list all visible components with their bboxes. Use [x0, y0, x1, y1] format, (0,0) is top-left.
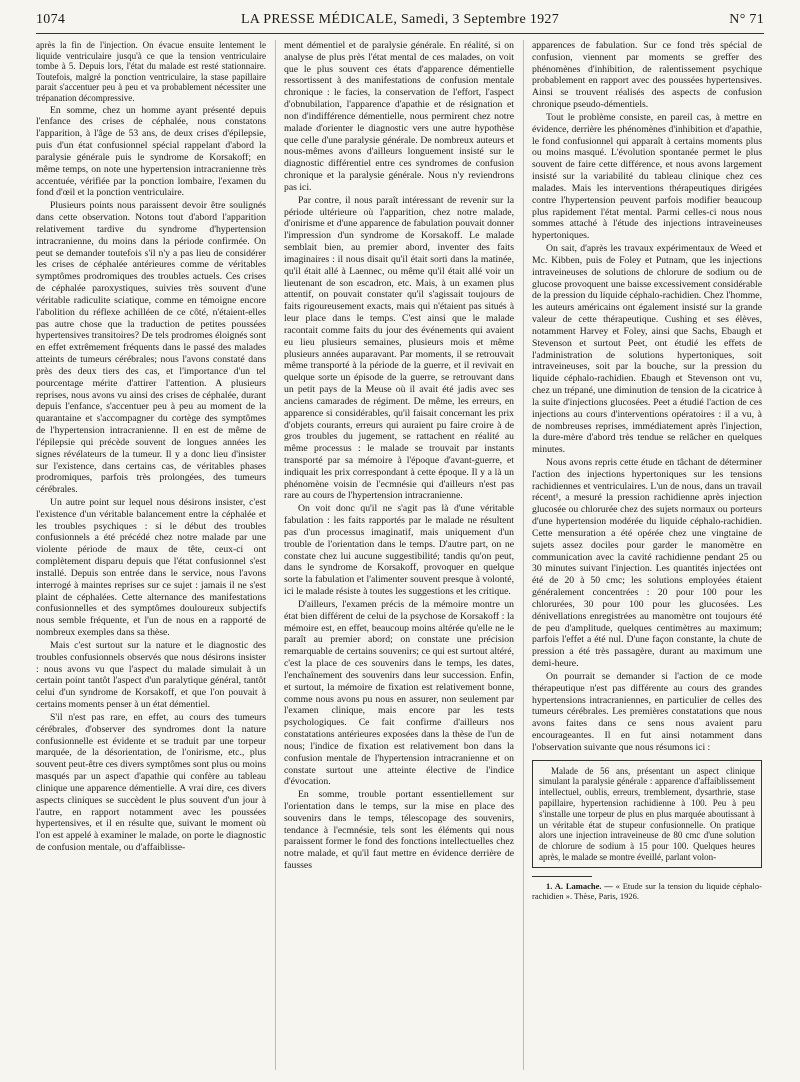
paragraph: apparences de fabulation. Sur ce fond très spécial de confusion, viennent par moments se greffer des phénomènes d'inhibition, de ralentissement psychique probablement en rapport avec des poussées hypertensives. Ainsi se trouvent réalisés des aspects de confusion chronique pseudo-démentiels. — [532, 40, 762, 111]
paragraph: Par contre, il nous paraît intéressant de revenir sur la période ultérieure où l'apparition, chez notre malade, d'onirisme et d'une apparence de fabulation pouvait donner l'impression d'un syndrome de Korsakoff. Le malade semblait bien, au premier abord, inventer des faits imaginaires : il nous disait qu'il était sorti dans la matinée, qu'il était allé à Laennec, ou même qu'il était allé voir un lieutenant de son escadron, etc. Mais, à un examen plus attentif, on pouvait constater qu'il s'agissait toujours de faits rigoureusement exacts, mais qui n'étaient pas situés à leur place dans le temps. C'est ainsi que le malade racontait comme faits du jour des événements qui avaient eu lieu plusieurs semaines, plusieurs mois et même plusieurs années auparavant. Par moments, il se retrouvait même transporté à la période de la guerre, et il revivait en quelque sorte un épisode de la guerre, se retrouvant dans un petit pays de la Meuse où il avait été jadis avec ses anciens camarades de régiment. De même, les erreurs, en apparence si considérables, qu'il faisait concernant les prix d'objets courants, erreurs qui auraient pu faire croire à de gros troubles du jugement, se rattachent en réalité au même processus : le malade se trouvait par instants transporté par sa mémoire à l'époque d'avant-guerre, et indiquait les prix correspondant à cette époque. Il y a là un phénomène voisin de l'ecmnésie qui d'ailleurs n'est pas rare au cours de l'hypertension intracranienne. — [284, 194, 514, 502]
page-number: 1074 — [36, 12, 66, 27]
paragraph: Tout le problème consiste, en pareil cas, à mettre en évidence, derrière les phénomènes d'inhibition et d'apathie, le fond confusionnel qui apparaît à certains moments plus ou moins masqué. L'évolution spontanée permet le plus souvent de faire cette différence, et nous avons largement insisté sur la variabilité du tableau clinique chez ces malades. Mais les interventions thérapeutiques dirigées contre l'hypertension peuvent parfois modifier beaucoup plus rapidement l'état mental. Parmi celles-ci nous nous sommes attaché à l'étude des injections intraveineuses hypertoniques. — [532, 111, 762, 242]
footnote-author: 1. A. Lamache. — — [546, 880, 613, 891]
case-summary-box — [532, 760, 762, 868]
issue-number: N° 71 — [729, 12, 764, 27]
paragraph: On voit donc qu'il ne s'agit pas là d'une véritable fabulation : les faits rapportés par le malade ne résultent pas d'un processus imaginatif, mais uniquement d'un trouble de l'orientation dans le temps. D'autre part, on ne constate chez lui aucune suggestibilité; tandis qu'on peut, dans le syndrome de Korsakoff, provoquer en quelque sorte la fabulation et l'alimenter souvent presque à volonté, ici le malade résiste à toutes les suggestions et les critique. — [284, 503, 514, 598]
column-3 — [532, 40, 762, 1070]
journal-title: LA PRESSE MÉDICALE, Samedi, 3 Septembre 1927 — [240, 12, 560, 27]
column-2 — [284, 40, 514, 1070]
footnote-rule — [532, 876, 592, 877]
footnote — [532, 881, 762, 901]
paragraph: En somme, chez un homme ayant présenté depuis l'enfance des crises de céphalée, nous constatons l'apparition, à l'âge de 53 ans, de deux crises d'épilepsie, puis d'un état confusionnel spécial rappelant d'abord la paralysie générale puis le syndrome de Korsakoff; en même temps, on note une hypertension intracranienne très accentuée, vérifiée par la ponction lombaire, l'examen du fond d'œil et la ponction ventriculaire. — [36, 104, 266, 199]
paragraph: Mais c'est surtout sur la nature et le diagnostic des troubles confusionnels observés que nous désirons insister : nous avons vu que l'aspect du malade simulait à un certain point tantôt l'aspect d'un paralytique général, tantôt celui d'un syndrome de Korsakoff, et que l'on pouvait à certains moments penser à un état démentiel. — [36, 639, 266, 711]
paragraph: D'ailleurs, l'examen précis de la mémoire montre un état bien différent de celui de la psychose de Korsakoff : la mémoire est, en effet, beaucoup moins altérée qu'elle ne le paraît au premier abord; on constate une précision remarquable de certains souvenirs; ce qui est surtout altéré, c'est la place de ces souvenirs dans le temps, les dates, l'enchaînement des souvenirs dans leur succession. Enfin, et surtout, la mémoire de fixation est relativement bonne, comme nous avons pu nous en assurer, non seulement par l'examen clinique, mais encore par les tests psychologiques. Ce fait confirme d'ailleurs nos constatations antérieures exposées dans la thèse de l'un de nous; l'indice de fixation est relativement bon dans la confusion mentale de l'hypertension intracranienne et on constate surtout une atteinte élective de l'indice d'évocation. — [284, 598, 514, 788]
paragraph: En somme, trouble portant essentiellement sur l'orientation dans le temps, sur la mise en place des souvenirs dans le temps, télescopage des souvenirs, tendance à l'ecmnésie, tels sont les éléments qui nous paraissent former le fond des fonctions intellectuelles chez notre malade, et qu'il faut mettre en évidence derrière de fausses — [284, 789, 514, 872]
paragraph: après la fin de l'injection. On évacue ensuite lentement le liquide ventriculaire jusqu'à ce que la tension ventriculaire tombe à 5. Depuis lors, l'état du malade est resté stationnaire. Toutefois, malgré la ponction ventriculaire, la stase papillaire parait s'accentuer peu à peu et va probablement nécessiter une trépanation décompressive. — [36, 40, 266, 104]
paragraph: Plusieurs points nous paraissent devoir être soulignés dans cette observation. Notons tout d'abord l'apparition relativement tardive du syndrome d'hypertension intracranienne, du moins dans la période confirmée. On peut se demander toutefois s'il n'y a pas lieu de considérer les crises de céphalée antérieures comme de véritables symptômes prodromiques des troubles actuels. Ces crises de céphalée paroxystiques, suivies très souvent d'une véritable radiculite sciatique, comme en témoigne encore l'abolition du réflexe achilléen de ce côté, n'étaient-elles pas autre chose que la traduction de petites poussées hypertensives transitoires? De tels prodromes éloignés sont en effet extrêmement fréquents dans le passé des malades atteints de tumeurs cérébrales; nous l'avons constaté dans près des deux tiers des cas, et l'importance d'un tel pourcentage mérite d'attirer l'attention. A plusieurs reprises, nous avons vu ainsi des crises de céphalée, durant depuis l'enfance, s'accentuer peu à peu au moment de la quarantaine et s'accompagner du cortège des symptômes de l'hypertension intracranienne. Il en est de même de l'épilepsie qui précède souvent de longues années les signes révélateurs de la tumeur. Il y a donc lieu d'insister sur l'existence, dans certains cas, de véritables phases prodromiques, parfois très prolongées, des tumeurs cérébrales. — [36, 200, 266, 496]
case-summary-text: Malade de 56 ans, présentant un aspect clinique simulant la paralysie générale : apparence d'affaiblissement intellectuel, oublis, erreurs, tremblement, dysarthrie, stase papillaire, hypertension rachidienne à 100. Peu à peu s'installe une torpeur de plus en plus marquée aboutissant à un véritable état de stupeur confusionnelle. On pratique alors une injection intraveineuse de 80 cmc d'une solution de chlorure de sodium à 15 pour 100. Quelques heures après, le malade se montre éveillé, parlant volon- — [539, 765, 755, 863]
paragraph: On pourrait se demander si l'action de ce mode thérapeutique n'est pas différente au cours des grandes hypertensions intracraniennes, en particulier de celles des tumeurs cérébrales. Les premières constatations que nous avons faites dans ce sens nous avaient paru encourageantes. Il en fut ainsi notamment dans l'observation suivante que nous résumons ici : — [532, 670, 762, 753]
column-1 — [36, 40, 266, 1070]
paragraph: ment démentiel et de paralysie générale. En réalité, si on analyse de plus près l'état mental de ces malades, on voit que le plus souvent ces états d'apparence démentielle ressortissent à des manifestations de confusion mentale chronique : le facies, la conservation de l'effort, l'aspect d'obnubilation, l'apparence d'apathie et de résignation et non d'indifférence démentielle, nous permirent chez notre malade d'orienter le diagnostic vers une autre hypothèse que celle d'une paralysie générale. De nombreux auteurs et nous-mêmes avons d'ailleurs longuement insisté sur le diagnostic différentiel entre ces syndromes de confusion chronique et la paralysie générale. Nous n'y reviendrons pas ici. — [284, 40, 514, 193]
header-rule — [36, 33, 764, 34]
paragraph: Nous avons repris cette étude en tâchant de déterminer l'action des injections hypertoniques sur les tensions rachidiennes et ventriculaires. L'un de nous, dans un travail récent¹, a mesuré la pression rachidienne après injection glucosée ou chlorurée chez des sujets normaux ou porteurs d'une hypertension modérée du liquide céphalo-rachidien. Cette mensuration a été opérée chez une vingtaine de sujets assez dociles pour garder le manomètre en communication avec la cavité rachidienne pendant 25 ou 30 minutes suivant l'injection. Les quantités injectées ont été de 20 à 50 cmc; les solutions employées étaient généralement concentrées : 20 pour 100 pour les chlorurées, 30 pour 100 pour les glucosées. Les dénivellations enregistrées au manomètre ont toujours été de peu d'amplitude, quelques centimètres au maximum; parfois l'effet a été nul. D'une façon constante, la chute de pression a été très passagère, durant au maximum une demi-heure. — [532, 456, 762, 670]
column-divider — [523, 40, 524, 1070]
paragraph: Un autre point sur lequel nous désirons insister, c'est l'existence d'un véritable balancement entre la céphalée et les troubles psychiques : si le début des troubles confusionnels a été précédé chez notre malade par une violente période de maux de tête, ceux-ci ont complètement disparu depuis que l'état confusionnel s'est installé. Depuis son entrée dans le service, nous l'avons interrogé à maintes reprises sur ce sujet : jamais il ne s'est plaint de céphalées. Cette alternance des manifestations confusionnelles et des symptômes douloureux subjectifs nous semble fréquente, et l'un de nous en a rapporté de nombreux exemples dans sa thèse. — [36, 496, 266, 639]
column-divider — [275, 40, 276, 1070]
paragraph: On sait, d'après les travaux expérimentaux de Weed et Mc. Kibben, puis de Foley et Putnam, que les injections intraveineuses de solutions de chlorure de sodium ou de glucose provoquent une baisse excessivement considérable de la pression du liquide céphalo-rachidien. Chez l'homme, les auteurs américains ont également insisté sur la grande valeur de cette thérapeutique. Cushing et ses élèves, notamment Harvey et Foley, ainsi que Sachs, Ebaugh et Stevenson et surtout Peet, ont étudié les effets de l'administration de solutions hypertoniques, soit intraveineuses, soit par la bouche, sur la pression du liquide céphalo-rachidien. Ebaugh et Stevenson ont vu, chez un trépané, une diminution de tension de la cicatrice à la suite d'injections glucosées. Peet a étudié l'action de ces injections au cours d'interventions opératoires : il a vu, à de nombreuses reprises, immédiatement après l'injection, la dure-mère d'abord très tendue se relâcher en quelques minutes. — [532, 243, 762, 456]
paragraph: S'il n'est pas rare, en effet, au cours des tumeurs cérébrales, d'observer des syndromes dont la nature confusionnelle est évidente et se traduit par une torpeur marquée, de la désorientation, de l'onirisme, etc., plus souvent peut-être ces divers symptômes sont plus ou moins masqués par un aspect d'apathie qui confère au tableau clinique une apparence démentielle. A vrai dire, ces divers aspects cliniques se succèdent le plus souvent d'un jour à l'autre, en rapport notamment avec les poussées hypertensives, et il en résulte que, suivant le moment où l'on est appelé à examiner le malade, on porte le diagnostic de confusion mentale, ou d'affaiblisse- — [36, 711, 266, 853]
footnote-text: « Etude sur la tension du liquide céphalo-rachidien ». Thèse, Paris, 1926. — [532, 880, 762, 902]
